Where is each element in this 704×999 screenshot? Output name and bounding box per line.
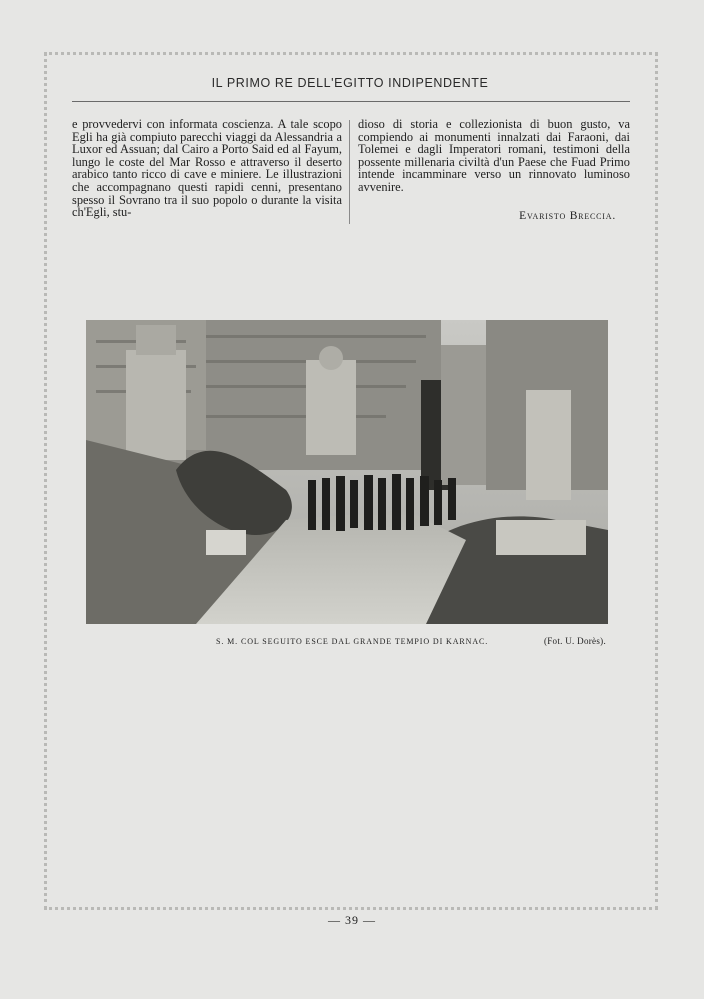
header-rule [72,101,630,102]
page-number: — 39 — [328,913,376,927]
left-column-text: e provvedervi con informata coscienza. A tale scopo Egli ha già compiuto parecchi viaggi da Alessandria a Luxor ed Assuan; dal Cairo a Porto Said ed al Fayum, lungo le coste del Mar Rosso e attraverso il deserto arabico tanto ricco di cave e miniere. Le illustrazioni che accompagnano questi rapidi cenni, presentano spesso il Sovrano tra il suo popolo o durante la visita ch'Egli, stu- [72,117,342,220]
photo-credit: (Fot. U. Dorès). [543,636,606,646]
column-divider [349,120,350,224]
photo-illustration [86,320,608,624]
right-column-text: dioso di storia e collezionista di buon gusto, va compiendo ai monumenti innalzati dai Faraoni, dai Tolemei e dagli Imperatori romani, testimoni della possente millenaria civiltà d'un Paese che Fuad Primo intende incamminare verso un rinnovato luminoso avvenire. [358,117,630,194]
karnak-photograph [86,320,608,624]
right-column [358,118,630,194]
author-signature: Evaristo Breccia. [519,210,616,222]
running-title: IL PRIMO RE DELL'EGITTO INDIPENDENTE [211,76,489,90]
left-column [72,118,342,219]
caption-text: S. M. COL SEGUITO ESCE DAL GRANDE TEMPIO DI KARNAC. [216,637,489,646]
